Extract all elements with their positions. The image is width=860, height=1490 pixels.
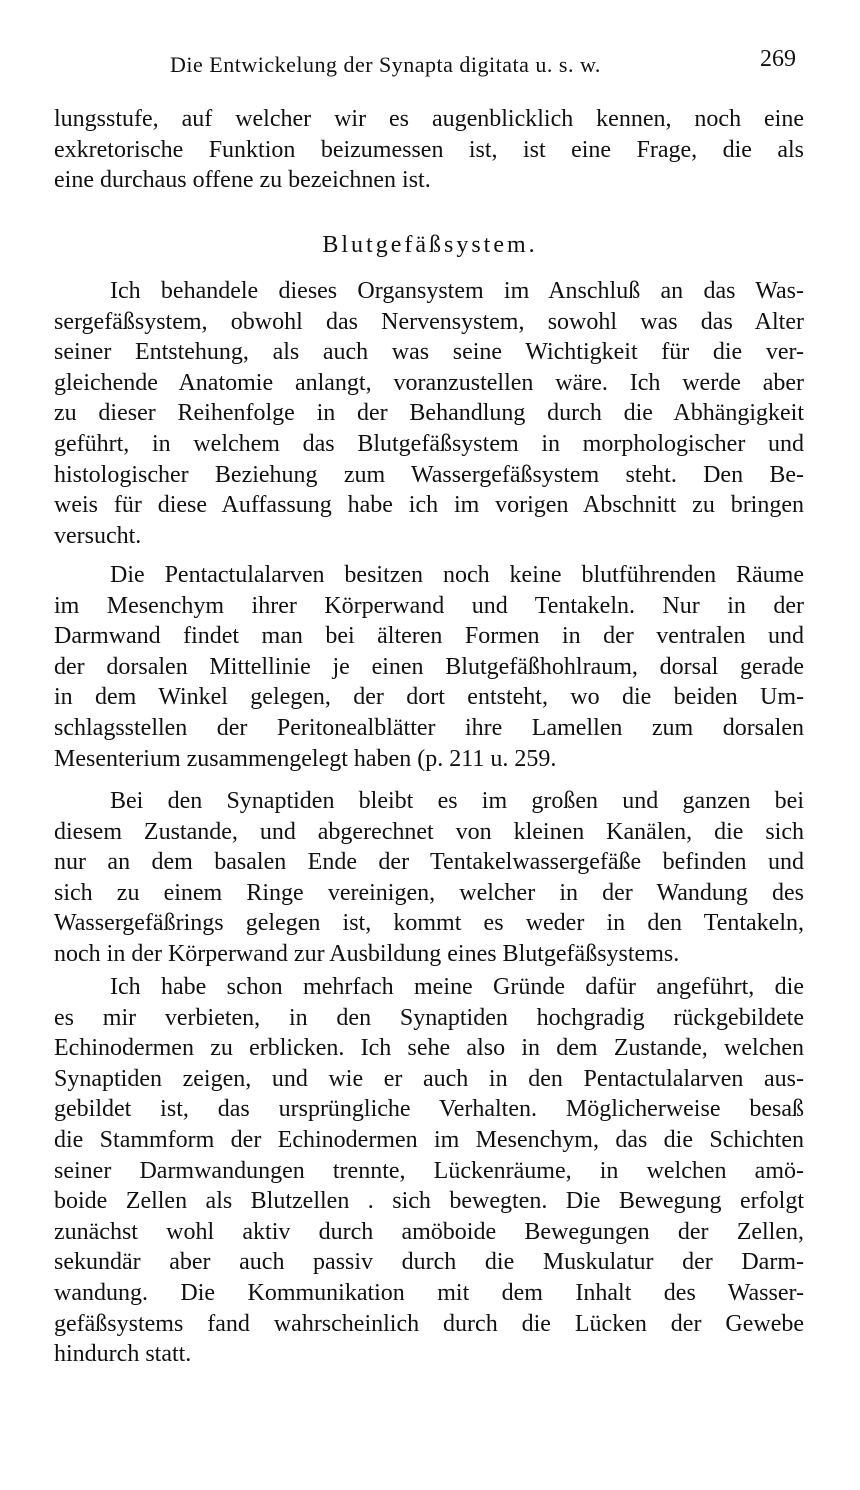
- text-line: Ich habe schon mehrfach meine Gründe dafür angeführt, die: [110, 974, 804, 1000]
- text-line: es mir verbieten, in den Synaptiden hochgradig rückgebildete: [54, 1004, 804, 1031]
- text-line: geführt, in welchem das Blutgefäßsystem in morphologischer und: [54, 430, 804, 457]
- text-line: gefäßsystems fand wahrscheinlich durch die Lücken der Gewebe: [54, 1310, 804, 1337]
- text-line: Darmwand findet man bei älteren Formen in der ventralen und: [54, 623, 804, 650]
- text-line: Mesenterium zusammengelegt haben (p. 211 u. 259.: [54, 745, 557, 772]
- text-line: Wassergefäßrings gelegen ist, kommt es weder in den Tentakeln,: [54, 910, 804, 937]
- text-line: zu dieser Reihenfolge in der Behandlung durch die Abhängigkeit: [54, 400, 804, 427]
- text-line: in dem Winkel gelegen, der dort entsteht, wo die beiden Um-: [54, 684, 804, 711]
- text-line: gleichende Anatomie anlangt, voranzustellen wäre. Ich werde aber: [54, 369, 804, 396]
- text-line: sekundär aber auch passiv durch die Muskulatur der Darm-: [54, 1249, 804, 1276]
- paragraph: [54, 786, 804, 970]
- page-number: 269: [760, 46, 796, 72]
- text-line: noch in der Körperwand zur Ausbildung eines Blutgefäßsystems.: [54, 940, 680, 967]
- text-line: Echinodermen zu erblicken. Ich sehe also in dem Zustande, welchen: [54, 1035, 804, 1062]
- text-line: lungsstufe, auf welcher wir es augenblicklich kennen, noch eine: [54, 106, 804, 132]
- running-title: Die Entwickelung der Synapta digitata u. s. w.: [170, 52, 601, 77]
- text-line: exkretorische Funktion beizumessen ist, ist eine Frage, die als: [54, 136, 804, 163]
- text-line: sergefäßsystem, obwohl das Nervensystem, sowohl was das Alter: [54, 308, 804, 335]
- paragraph-continuation: [54, 104, 804, 196]
- text-line: im Mesenchym ihrer Körperwand und Tentakeln. Nur in der: [54, 592, 804, 619]
- text-line: Die Pentactulalarven besitzen noch keine blutführenden Räume: [110, 562, 804, 588]
- text-line: der dorsalen Mittellinie je einen Blutgefäßhohlraum, dorsal gerade: [54, 653, 804, 680]
- text-line: sich zu einem Ringe vereinigen, welcher in der Wandung des: [54, 879, 804, 906]
- paragraph: [54, 560, 804, 774]
- text-line: nur an dem basalen Ende der Tentakelwassergefäße befinden und: [54, 849, 804, 876]
- text-line: histologischer Beziehung zum Wassergefäßsystem steht. Den Be-: [54, 461, 804, 488]
- text-line: eine durchaus offene zu bezeichnen ist.: [54, 167, 431, 194]
- text-line: Synaptiden zeigen, und wie er auch in den Pentactulalarven aus-: [54, 1065, 804, 1092]
- text-line: seiner Entstehung, als auch was seine Wichtigkeit für die ver-: [54, 339, 804, 366]
- text-line: boide Zellen als Blutzellen . sich bewegten. Die Bewegung erfolgt: [54, 1188, 804, 1215]
- paragraph: [54, 972, 804, 1370]
- text-line: weis für diese Auffassung habe ich im vorigen Abschnitt zu bringen: [54, 492, 804, 519]
- text-line: diesem Zustande, und abgerechnet von kleinen Kanälen, die sich: [54, 818, 804, 845]
- text-line: gebildet ist, das ursprüngliche Verhalten. Möglicherweise besaß: [54, 1096, 804, 1123]
- text-line: die Stammform der Echinodermen im Mesenchym, das die Schichten: [54, 1126, 804, 1153]
- section-heading: Blutgefäßsystem.: [322, 232, 538, 258]
- text-line: seiner Darmwandungen trennte, Lückenräume, in welchen amö-: [54, 1157, 804, 1184]
- text-line: Bei den Synaptiden bleibt es im großen und ganzen bei: [110, 788, 804, 814]
- text-line: Ich behandele dieses Organsystem im Anschluß an das Was-: [110, 278, 804, 304]
- text-line: hindurch statt.: [54, 1341, 192, 1368]
- text-line: wandung. Die Kommunikation mit dem Inhalt des Wasser-: [54, 1279, 804, 1306]
- text-line: zunächst wohl aktiv durch amöboide Bewegungen der Zellen,: [54, 1218, 804, 1245]
- paragraph: [54, 276, 804, 551]
- text-line: versucht.: [54, 522, 142, 549]
- text-line: schlagsstellen der Peritonealblätter ihre Lamellen zum dorsalen: [54, 714, 804, 741]
